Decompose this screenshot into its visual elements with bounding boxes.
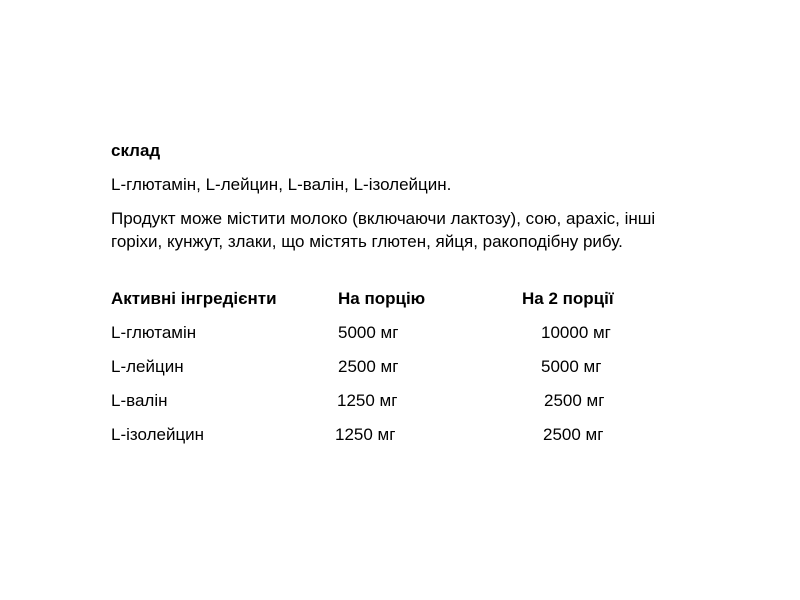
table-cell-ingredient: L-валін (111, 391, 168, 410)
table-cell-ingredient: L-глютамін (111, 323, 197, 342)
ingredients-list: L-глютамін, L-лейцин, L-валін, L-ізолейцин. (111, 175, 452, 194)
table-cell-per-2-servings: 2500 мг (543, 425, 604, 444)
table-cell-per-serving: 2500 мг (338, 357, 399, 376)
table-cell-per-2-servings: 2500 мг (544, 391, 605, 410)
table-cell-per-2-servings: 5000 мг (541, 357, 602, 376)
table-cell-ingredient: L-ізолейцин (111, 425, 205, 444)
table-cell-per-2-servings: 10000 мг (541, 323, 611, 342)
table-cell-per-serving: 1250 мг (337, 391, 398, 410)
column-header-per-2-servings: На 2 порції (522, 289, 614, 308)
table-cell-ingredient: L-лейцин (111, 357, 184, 376)
allergen-notice: Продукт може містити молоко (включаючи лактозу), сою, арахіс, інші горіхи, кунжут, злаки, що містять глютен, яйця, ракоподібну рибу. (111, 209, 656, 251)
column-header-ingredient: Активні інгредієнти (111, 289, 277, 308)
section-title: склад (111, 141, 161, 160)
table-cell-per-serving: 1250 мг (335, 425, 396, 444)
table-cell-per-serving: 5000 мг (338, 323, 399, 342)
column-header-per-serving: На порцію (338, 289, 426, 308)
